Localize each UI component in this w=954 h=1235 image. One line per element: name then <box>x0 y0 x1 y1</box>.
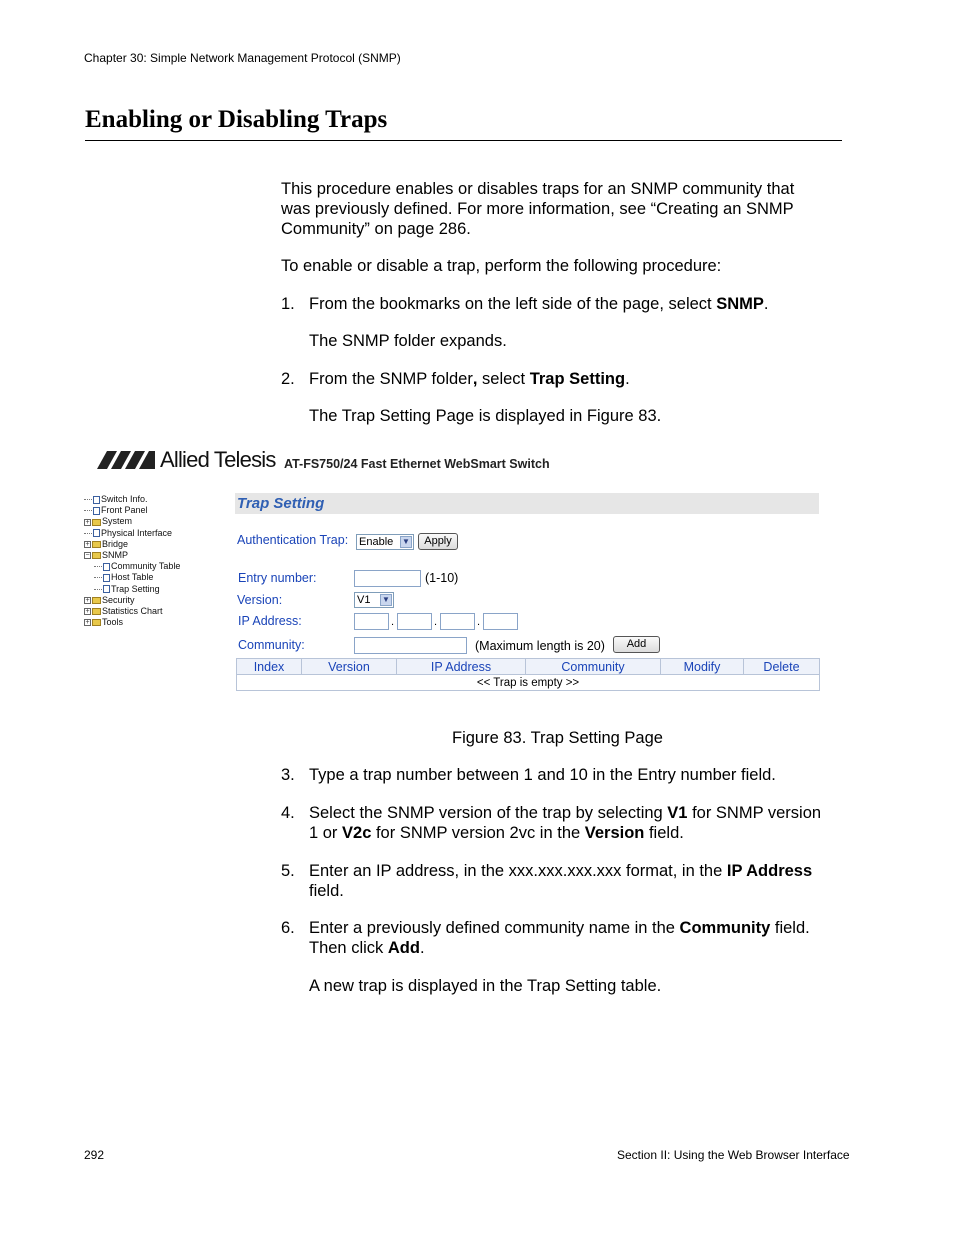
tree-item-label: Statistics Chart <box>102 605 163 616</box>
tree-item-label: Host Table <box>111 572 154 583</box>
step-6-note: A new trap is displayed in the Trap Setting table. <box>309 977 662 995</box>
tree-connector <box>94 589 102 590</box>
tree-item-label: SNMP <box>102 549 129 560</box>
intro-line: was previously defined. For more information, see “Creating an SNMP <box>281 200 794 218</box>
table-header: Modify <box>661 659 744 675</box>
step-number: 4. <box>281 804 295 822</box>
ip-octet-1-input[interactable] <box>354 613 389 630</box>
page-icon <box>103 574 110 582</box>
tree-connector <box>84 499 92 500</box>
intro-line: Community” on page 286. <box>281 220 471 238</box>
step-3: Type a trap number between 1 and 10 in the Entry number field. <box>309 766 776 784</box>
tree-connector <box>94 577 102 578</box>
auth-trap-value: Enable <box>359 536 394 548</box>
tree-item[interactable] <box>84 539 180 550</box>
page-icon <box>93 507 100 515</box>
ip-address-label: IP Address: <box>238 614 302 628</box>
tree-item-label: Switch Info. <box>101 494 148 504</box>
folder-icon <box>92 619 101 626</box>
folder-icon <box>92 608 101 615</box>
expand-icon[interactable]: + <box>85 540 90 548</box>
ip-dot: . <box>434 616 438 628</box>
folder-icon <box>92 597 101 604</box>
table-header: Delete <box>744 659 820 675</box>
entry-number-label: Entry number: <box>238 571 317 585</box>
page-icon <box>103 563 110 571</box>
step-4: Select the SNMP version of the trap by selecting V1 for SNMP version 1 or V2c for SNMP version 2vc in the Version field. <box>309 804 822 842</box>
table-header-row <box>237 659 820 675</box>
tree-item[interactable] <box>84 550 180 561</box>
page-icon <box>103 585 110 593</box>
allied-telesis-logo-icon <box>97 451 155 469</box>
intro-lead: To enable or disable a trap, perform the following procedure: <box>281 257 722 275</box>
tree-item-label: Trap Setting <box>111 583 160 594</box>
tree-item-label: Tools <box>102 617 124 628</box>
entry-number-input[interactable] <box>354 570 421 587</box>
tree-item[interactable] <box>84 617 180 628</box>
tree-connector <box>84 533 92 534</box>
tree-item[interactable] <box>84 516 180 527</box>
figure-caption: Figure 83. Trap Setting Page <box>452 729 663 747</box>
tree-item-label: Physical Interface <box>101 527 173 538</box>
bookmark-tree <box>84 494 180 628</box>
community-hint: (Maximum length is 20) <box>475 639 605 653</box>
chevron-down-icon: ▼ <box>400 536 412 548</box>
page-icon <box>93 496 100 504</box>
ip-octet-2-input[interactable] <box>397 613 432 630</box>
tree-item[interactable] <box>84 505 180 516</box>
empty-message: << Trap is empty >> <box>237 675 820 691</box>
title-rule <box>85 140 842 141</box>
tree-item-label: Community Table <box>111 561 181 572</box>
table-row <box>237 675 820 691</box>
tree-item[interactable] <box>84 584 180 595</box>
folder-icon <box>92 519 101 526</box>
expand-icon[interactable]: + <box>85 596 90 604</box>
tree-item-label: System <box>102 516 133 527</box>
chapter-header: Chapter 30: Simple Network Management Protocol (SNMP) <box>84 51 401 65</box>
tree-connector <box>94 566 102 567</box>
table-header: Index <box>237 659 302 675</box>
table-header: IP Address <box>397 659 526 675</box>
version-value: V1 <box>357 594 371 606</box>
page-number: 292 <box>84 1148 105 1162</box>
tree-connector <box>84 510 92 511</box>
ip-octet-4-input[interactable] <box>483 613 518 630</box>
apply-button[interactable]: Apply <box>418 533 458 550</box>
expand-icon[interactable]: + <box>85 608 90 615</box>
tree-item-label: Security <box>102 594 135 605</box>
intro-line: This procedure enables or disables traps for an SNMP community that <box>281 180 795 198</box>
step-1-note: The SNMP folder expands. <box>309 332 507 350</box>
footer-section: Section II: Using the Web Browser Interface <box>617 1148 850 1162</box>
expand-icon[interactable]: + <box>85 619 90 627</box>
step-2: From the SNMP folder, select Trap Setting. <box>309 370 630 388</box>
step-2-note: The Trap Setting Page is displayed in Figure 83. <box>309 407 662 425</box>
expand-icon[interactable]: + <box>85 518 90 526</box>
version-select[interactable] <box>354 592 394 608</box>
tree-item-label: Bridge <box>102 538 129 549</box>
version-label: Version: <box>237 593 283 607</box>
chevron-down-icon: ▼ <box>380 594 392 606</box>
tree-item[interactable] <box>84 561 180 572</box>
tree-item-label: Front Panel <box>101 505 148 516</box>
table-header: Version <box>302 659 397 675</box>
ip-dot: . <box>391 616 395 628</box>
community-label: Community: <box>238 638 305 652</box>
page-icon <box>93 529 100 537</box>
entry-number-hint: (1-10) <box>425 571 459 585</box>
tree-item[interactable] <box>84 606 180 617</box>
tree-item[interactable] <box>84 595 180 606</box>
step-6: Enter a previously defined community name in the Community field. Then click Add. <box>309 919 810 957</box>
table-header: Community <box>526 659 661 675</box>
step-1: From the bookmarks on the left side of the page, select SNMP. <box>309 295 769 313</box>
step-5: Enter an IP address, in the xxx.xxx.xxx.xxx format, in the IP Address field. <box>309 862 813 900</box>
collapse-icon[interactable]: − <box>85 552 90 560</box>
auth-trap-label: Authentication Trap: <box>237 533 349 547</box>
step-number: 3. <box>281 766 295 784</box>
trap-table <box>236 658 820 691</box>
step-number: 1. <box>281 295 295 313</box>
intro-paragraph <box>281 179 841 239</box>
add-button[interactable]: Add <box>613 636 660 653</box>
auth-trap-select[interactable] <box>356 534 414 550</box>
step-number: 6. <box>281 919 295 937</box>
brand-name: Allied Telesis <box>160 447 276 472</box>
folder-icon <box>92 552 101 559</box>
step-number: 2. <box>281 370 295 388</box>
tree-item[interactable] <box>84 528 180 539</box>
panel-title: Trap Setting <box>237 495 325 512</box>
folder-icon <box>92 541 101 548</box>
step-number: 5. <box>281 862 295 880</box>
section-title: Enabling or Disabling Traps <box>85 106 388 133</box>
community-input[interactable] <box>354 637 467 654</box>
ip-octet-3-input[interactable] <box>440 613 475 630</box>
product-name: AT-FS750/24 Fast Ethernet WebSmart Switch <box>284 457 550 471</box>
tree-item[interactable] <box>84 572 180 583</box>
ip-dot: . <box>477 616 481 628</box>
tree-item[interactable] <box>84 494 180 505</box>
